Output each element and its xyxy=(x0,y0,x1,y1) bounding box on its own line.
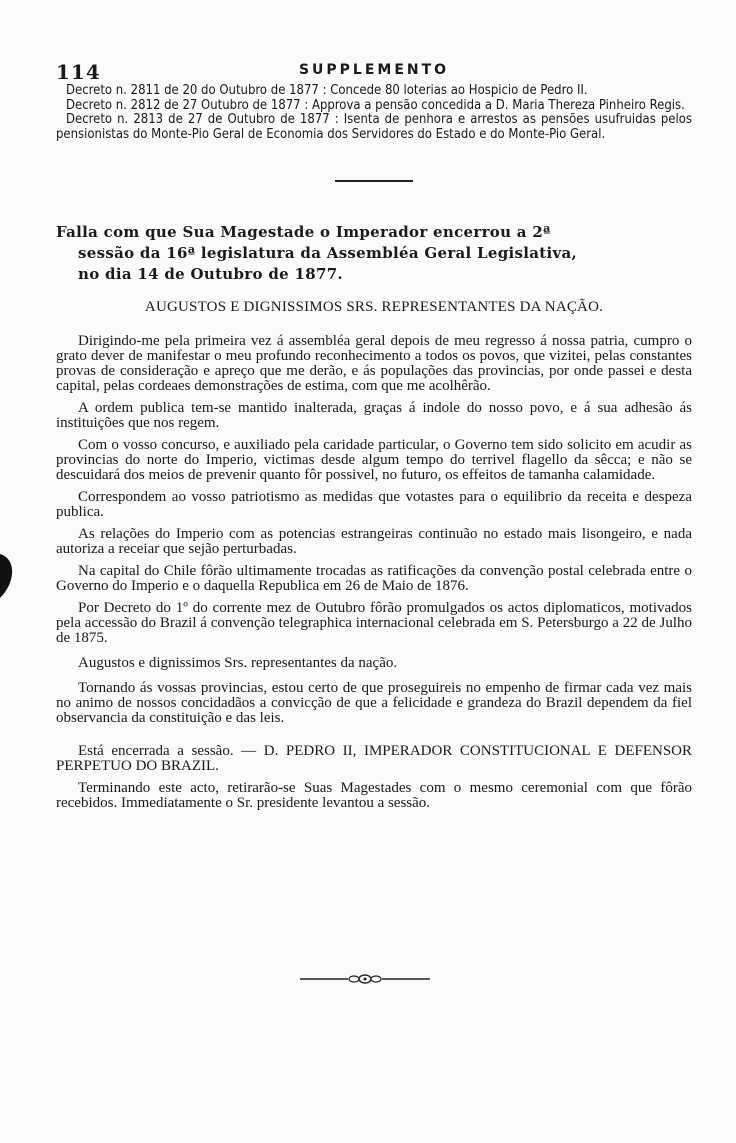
decree-list xyxy=(56,84,692,142)
section-divider xyxy=(335,180,413,182)
speech-body xyxy=(56,334,692,811)
speech-paragraph: Na capital do Chile fôrão ultimamente trocadas as ratificações da convenção postal celebrada entre o Governo do Imperio e o daquella Republica em 26 de Maio de 1876. xyxy=(56,563,692,594)
speech-paragraph: Com o vosso concurso, e auxiliado pela caridade particular, o Governo tem sido solicito em acudir as provincias do norte do Imperio, victimas desde algum tempo do terrivel flagello da sêcca; e não se descuidará dos meios de prevenir quanto fôr possivel, no futuro, os effeitos de tamanha calamidade. xyxy=(56,437,692,483)
speech-paragraph: Tornando ás vossas provincias, estou certo de que proseguireis no empenho de firmar cada vez mais no animo de nossos concidadãos a convicção de que a felicidade e grandeza do Brazil dependem da fiel observancia da constituição e das leis. xyxy=(56,680,692,726)
decree-item: Decreto n. 2812 de 27 Outubro de 1877 : Approva a pensão concedida a D. Maria Thereza Pinheiro Regis. xyxy=(66,97,685,113)
decree-item: Decreto n. 2813 de 27 de Outubro de 1877 : Isenta de penhora e arrestos as pensões usufruidas pelos pensionistas do Monte-Pio Geral de Economia dos Servidores do Estado e do Monte-Pio Geral. xyxy=(56,112,692,142)
closing-paragraph: Terminando este acto, retirarão-se Suas Magestades com o mesmo ceremonial com que fôrão recebidos. Immediatamente o Sr. presidente levantou a sessão. xyxy=(56,780,692,811)
speech-paragraph: Dirigindo-me pela primeira vez á assembléa geral depois de meu regresso á nossa patria, cumpro o grato dever de manifestar o meu profundo reconhecimento a todos os povos, que vizitei, pelas constantes provas de consideração e apreço que me derão, e ás populações das provincias, por onde passei e desta capital, pelas cordeaes demonstrações de estima, com que me acolhêrão. xyxy=(56,333,692,394)
page-number: 114 xyxy=(56,60,101,84)
speech-paragraph: As relações do Imperio com as potencias estrangeiras continuão no estado mais lisongeiro, e nada autoriza a receiar que sejão perturbadas. xyxy=(56,526,692,557)
ornamental-rule xyxy=(300,972,430,986)
speech-title-line: no dia 14 de Outubro de 1877. xyxy=(78,265,343,283)
speech-signature: Está encerrada a sessão. — D. PEDRO II, IMPERADOR CONSTITUCIONAL E DEFENSOR PERPETUO DO BRAZIL. xyxy=(56,743,692,774)
document-page xyxy=(56,60,692,818)
speech-paragraph: A ordem publica tem-se mantido inalterada, graças á indole do nosso povo, e á sua adhesão ás instituições que nos regem. xyxy=(56,400,692,431)
speech-title-line: Falla com que Sua Magestade o Imperador encerrou a 2ª xyxy=(56,223,551,241)
ink-blot xyxy=(0,550,14,600)
speech-title xyxy=(56,222,692,285)
speech-title-line: sessão da 16ª legislatura da Assembléa Geral Legislativa, xyxy=(78,244,578,262)
speech-salutation: AUGUSTOS E DIGNISSIMOS SRS. REPRESENTANTES DA NAÇÃO. xyxy=(144,299,604,315)
decree-item: Decreto n. 2811 de 20 do Outubro de 1877 : Concede 80 loterias ao Hospicio de Pedro II. xyxy=(66,83,588,98)
speech-paragraph: Por Decreto do 1º do corrente mez de Outubro fôrão promulgados os actos diplomaticos, motivados pela accessão do Brazil á convenção telegraphica internacional celebrada em S. Petersburgo a 22 de Julho de 1875. xyxy=(56,600,692,646)
speech-paragraph: Augustos e dignissimos Srs. representantes da nação. xyxy=(78,655,398,671)
speech-paragraph: Correspondem ao vosso patriotismo as medidas que votastes para o equilibrio da receita e despeza publica. xyxy=(56,489,692,520)
running-title: SUPPLEMENTO xyxy=(298,62,450,78)
page-header xyxy=(56,60,692,84)
